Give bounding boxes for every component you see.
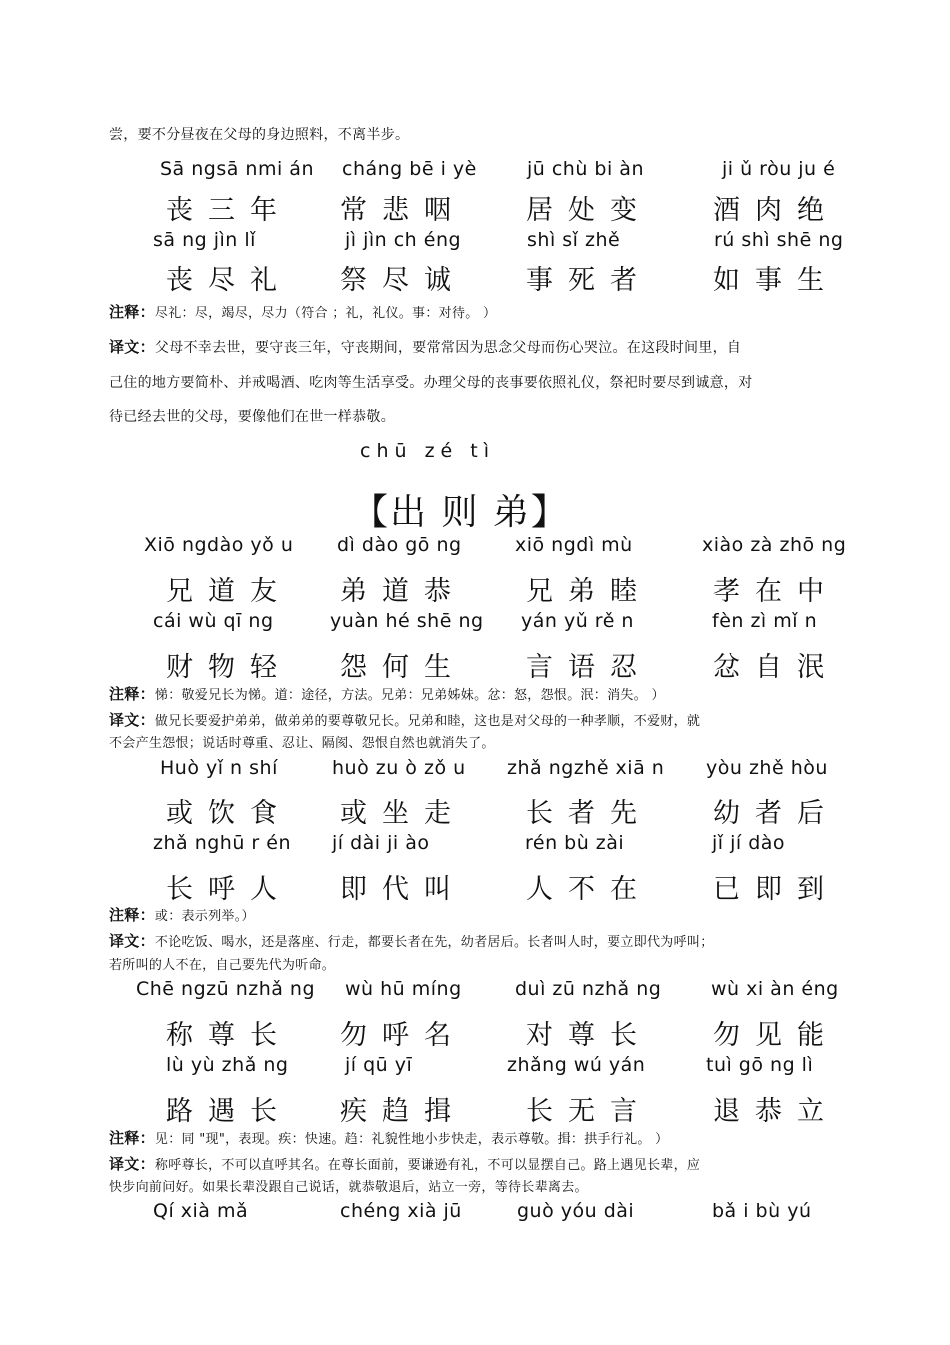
annotation-text: 见：同 "现"，表现。疾：快速。趋：礼貌性地小步快走，表示尊敬。揖：拱手行礼。 ） [154,1132,669,1147]
annotation [109,683,665,704]
pinyin-text: yán yǔ rě n [521,610,634,632]
verse-line: 即代叫 [340,874,466,905]
pinyin-text: jì jìn ch éng [345,229,462,251]
verse-line: 弟道恭 [340,576,466,607]
pinyin-text: jí dài ji ào [332,832,430,854]
pinyin-text: zhǎ nghū r én [153,832,292,854]
annotation-label: 注释： [109,1129,155,1147]
verse-line: 人不在 [526,874,652,905]
translation-label: 译文： [109,932,155,950]
pinyin-text: ji ǔ ròu ju é [722,158,836,180]
annotation-text: 悌：敬爱兄长为悌。道：途径，方法。兄弟：兄弟姊妹。忿：怒，怨恨。泯：消失。 ） [154,688,665,703]
pinyin-text: yòu zhě hòu [706,757,828,779]
translation-label: 译文： [109,711,155,729]
verse-line: 兄道友 [166,576,292,607]
verse-line: 酒肉绝 [713,195,839,226]
verse-line: 丧尽礼 [166,265,292,296]
intro-line: 尝，要不分昼夜在父母的身边照料，不离半步。 [109,127,410,143]
translation-text: 不会产生怨恨；说话时尊重、忍让、隔阂、怨恨自然也就消失了。 [109,736,495,751]
verse-line: 退恭立 [713,1096,839,1127]
pinyin-text: tuì gō ng lì [706,1054,814,1076]
translation-text: 不论吃饭、喝水，还是落座、行走，都要长者在先，幼者居后。长者叫人时，要立即代为呼叫； [154,935,714,950]
translation-text: 快步向前问好。如果长辈没跟自己说话，就恭敬退后，站立一旁，等待长辈离去。 [109,1180,588,1195]
translation [109,336,741,357]
pinyin-text: Xiō ngdào yǒ u [144,534,294,556]
pinyin-text: guò yóu dài [517,1200,635,1222]
annotation-text: 或：表示列举。） [154,909,255,924]
translation-label: 译文： [109,338,155,356]
pinyin-text: cái wù qī ng [153,610,274,632]
pinyin-text: jū chù bi àn [527,158,644,180]
verse-line: 祭尽诚 [340,265,466,296]
verse-line: 丧三年 [166,195,292,226]
pinyin-text: jǐ jí dào [712,832,786,854]
section-pinyin: chū zé tì [360,440,496,462]
verse-line: 怨何生 [340,652,466,683]
pinyin-text: bǎ i bù yú [712,1200,812,1222]
pinyin-text: lù yù zhǎ ng [166,1054,289,1076]
pinyin-text: cháng bē i yè [342,158,477,180]
pinyin-text: Sā ngsā nmi án [160,158,314,180]
annotation [109,1127,668,1148]
verse-line: 孝在中 [713,576,839,607]
verse-line: 忿自泯 [713,652,839,683]
section-title: 【出 则 弟】 [352,492,569,533]
annotation [109,904,255,925]
translation-text: 己住的地方要简朴、并戒喝酒、吃肉等生活享受。办理父母的丧事要依照礼仪，祭祀时要尽到诚意，对 [109,375,753,391]
pinyin-text: zhǎng wú yán [507,1054,646,1076]
verse-line: 对尊长 [526,1020,652,1051]
pinyin-text: sā ng jìn lǐ [153,229,256,251]
verse-line: 言语忍 [526,652,652,683]
annotation-text: 尽礼：尽，竭尽，尽力（符合 ；礼，礼仪。事：对待。 ） [154,306,497,321]
verse-line: 财物轻 [166,652,292,683]
translation [109,709,700,730]
translation-text: 待已经去世的父母，要像他们在世一样恭敬。 [109,409,395,425]
pinyin-text: dì dào gō ng [337,534,462,556]
annotation [109,301,496,322]
verse-line: 长者先 [526,798,652,829]
pinyin-text: Qí xià mǎ [153,1200,249,1222]
pinyin-text: wù xi àn éng [711,978,839,1000]
annotation-label: 注释： [109,906,155,924]
annotation-label: 注释： [109,685,155,703]
pinyin-text: yuàn hé shē ng [330,610,484,632]
translation-text: 做兄长要爱护弟弟，做弟弟的要尊敬兄长。兄弟和睦，这也是对父母的一种孝顺，不爱财，就 [154,714,701,729]
verse-line: 事死者 [526,265,652,296]
verse-line: 或饮食 [166,798,292,829]
pinyin-text: chéng xià jū [340,1200,462,1222]
verse-line: 长呼人 [166,874,292,905]
verse-line: 已即到 [713,874,839,905]
translation-text: 父母不幸去世，要守丧三年，守丧期间，要常常因为思念父母而伤心哭泣。在这段时间里，自 [154,340,742,356]
verse-line: 路遇长 [166,1096,292,1127]
verse-line: 或坐走 [340,798,466,829]
pinyin-text: huò zu ò zǒ u [332,757,466,779]
translation-text: 若所叫的人不在，自己要先代为听命。 [109,958,336,973]
annotation-label: 注释： [109,303,155,321]
translation [109,1153,700,1174]
verse-line: 疾趋揖 [340,1096,466,1127]
pinyin-text: jí qū yī [345,1054,413,1076]
verse-line: 勿呼名 [340,1020,466,1051]
pinyin-text: xiō ngdì mù [515,534,633,556]
verse-line: 勿见能 [713,1020,839,1051]
pinyin-text: rú shì shē ng [714,229,844,251]
verse-line: 常悲咽 [340,195,466,226]
translation-text: 称呼尊长，不可以直呼其名。在尊长面前，要谦逊有礼，不可以显摆自己。路上遇见长辈，应 [154,1158,701,1173]
pinyin-text: wù hū míng [345,978,462,1000]
verse-line: 居处变 [526,195,652,226]
verse-line: 如事生 [713,265,839,296]
pinyin-text: zhǎ ngzhě xiā n [507,757,665,779]
pinyin-text: xiào zà zhō ng [702,534,847,556]
pinyin-text: Chē ngzū nzhǎ ng [136,978,316,1000]
pinyin-text: duì zū nzhǎ ng [515,978,662,1000]
pinyin-text: rén bù zài [525,832,625,854]
pinyin-text: shì sǐ zhě [527,229,621,251]
verse-line: 长无言 [526,1096,652,1127]
translation [109,930,714,951]
translation-label: 译文： [109,1155,155,1173]
verse-line: 兄弟睦 [526,576,652,607]
pinyin-text: fèn zì mǐ n [712,610,818,632]
verse-line: 称尊长 [166,1020,292,1051]
verse-line: 幼者后 [713,798,839,829]
pinyin-text: Huò yǐ n shí [160,757,278,779]
